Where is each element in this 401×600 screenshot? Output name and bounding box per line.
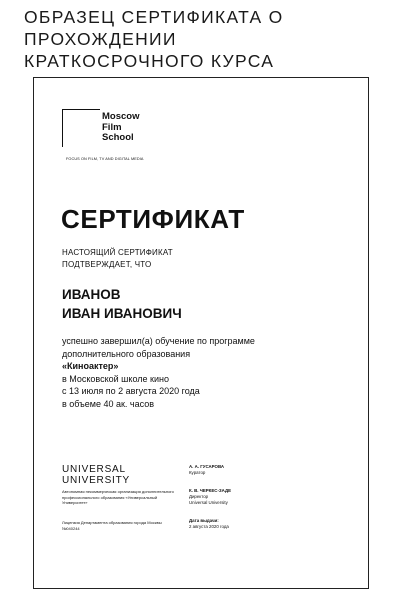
- certificate-intro: [62, 247, 173, 271]
- issue-date-label: Дата выдачи:: [189, 518, 219, 523]
- certificate-document: [33, 77, 369, 589]
- course-name: «Киноактер»: [62, 361, 119, 372]
- school-logo-text: [102, 112, 139, 144]
- heading-line: ОБРАЗЕЦ СЕРТИФИКАТА О: [24, 7, 284, 27]
- recipient-given-names: ИВАН ИВАНОВИЧ: [62, 305, 182, 321]
- director-role: Директор: [189, 494, 209, 499]
- heading-line: ПРОХОЖДЕНИИ: [24, 29, 177, 49]
- course-hours: в объеме 40 ак. часов: [62, 398, 155, 409]
- curator-signature: [189, 464, 224, 476]
- university-license: Лицензия Департамента образования города Москвы №040244: [62, 520, 162, 531]
- recipient-surname: ИВАНОВ: [62, 287, 121, 302]
- certificate-title: СЕРТИФИКАТ: [61, 204, 245, 234]
- university-logo-line: UNIVERSAL: [62, 464, 126, 475]
- university-logo-line: UNIVERSITY: [62, 475, 131, 486]
- body-line: в Московской школе кино: [62, 373, 169, 384]
- director-org: Universal University: [189, 500, 228, 505]
- school-logo-line: School: [102, 132, 134, 143]
- certificate-body: [62, 335, 362, 411]
- director-signature: [189, 488, 231, 506]
- school-tagline: FOCUS ON FILM, TV AND DIGITAL MEDIA: [66, 157, 144, 161]
- university-description: Автономная некоммерческая организация дополнительного профессионального образования «Универсальный Университет»: [62, 489, 174, 505]
- school-logo-mark: [62, 109, 100, 147]
- curator-role: Куратор: [189, 470, 206, 475]
- curator-name: А. А. ГУСАРОВА: [189, 464, 225, 469]
- page-heading: [24, 6, 384, 72]
- intro-line: НАСТОЯЩИЙ СЕРТИФИКАТ: [62, 248, 173, 257]
- body-line: дополнительного образования: [62, 348, 191, 359]
- issue-date-block: [189, 518, 229, 530]
- course-dates: с 13 июля по 2 августа 2020 года: [62, 386, 200, 397]
- school-logo-line: Moscow: [102, 111, 140, 122]
- university-logo: [62, 464, 130, 486]
- recipient-name: [62, 286, 182, 323]
- body-line: успешно завершил(а) обучение по программе: [62, 336, 255, 346]
- heading-line: КРАТКОСРОЧНОГО КУРСА: [24, 51, 275, 71]
- intro-line: ПОДТВЕРЖДАЕТ, ЧТО: [62, 260, 152, 269]
- issue-date: 2 августа 2020 года: [189, 524, 229, 529]
- director-name: К. В. ЧЕРКЕС-ЗАДЕ: [189, 488, 232, 493]
- school-logo-line: Film: [102, 121, 122, 133]
